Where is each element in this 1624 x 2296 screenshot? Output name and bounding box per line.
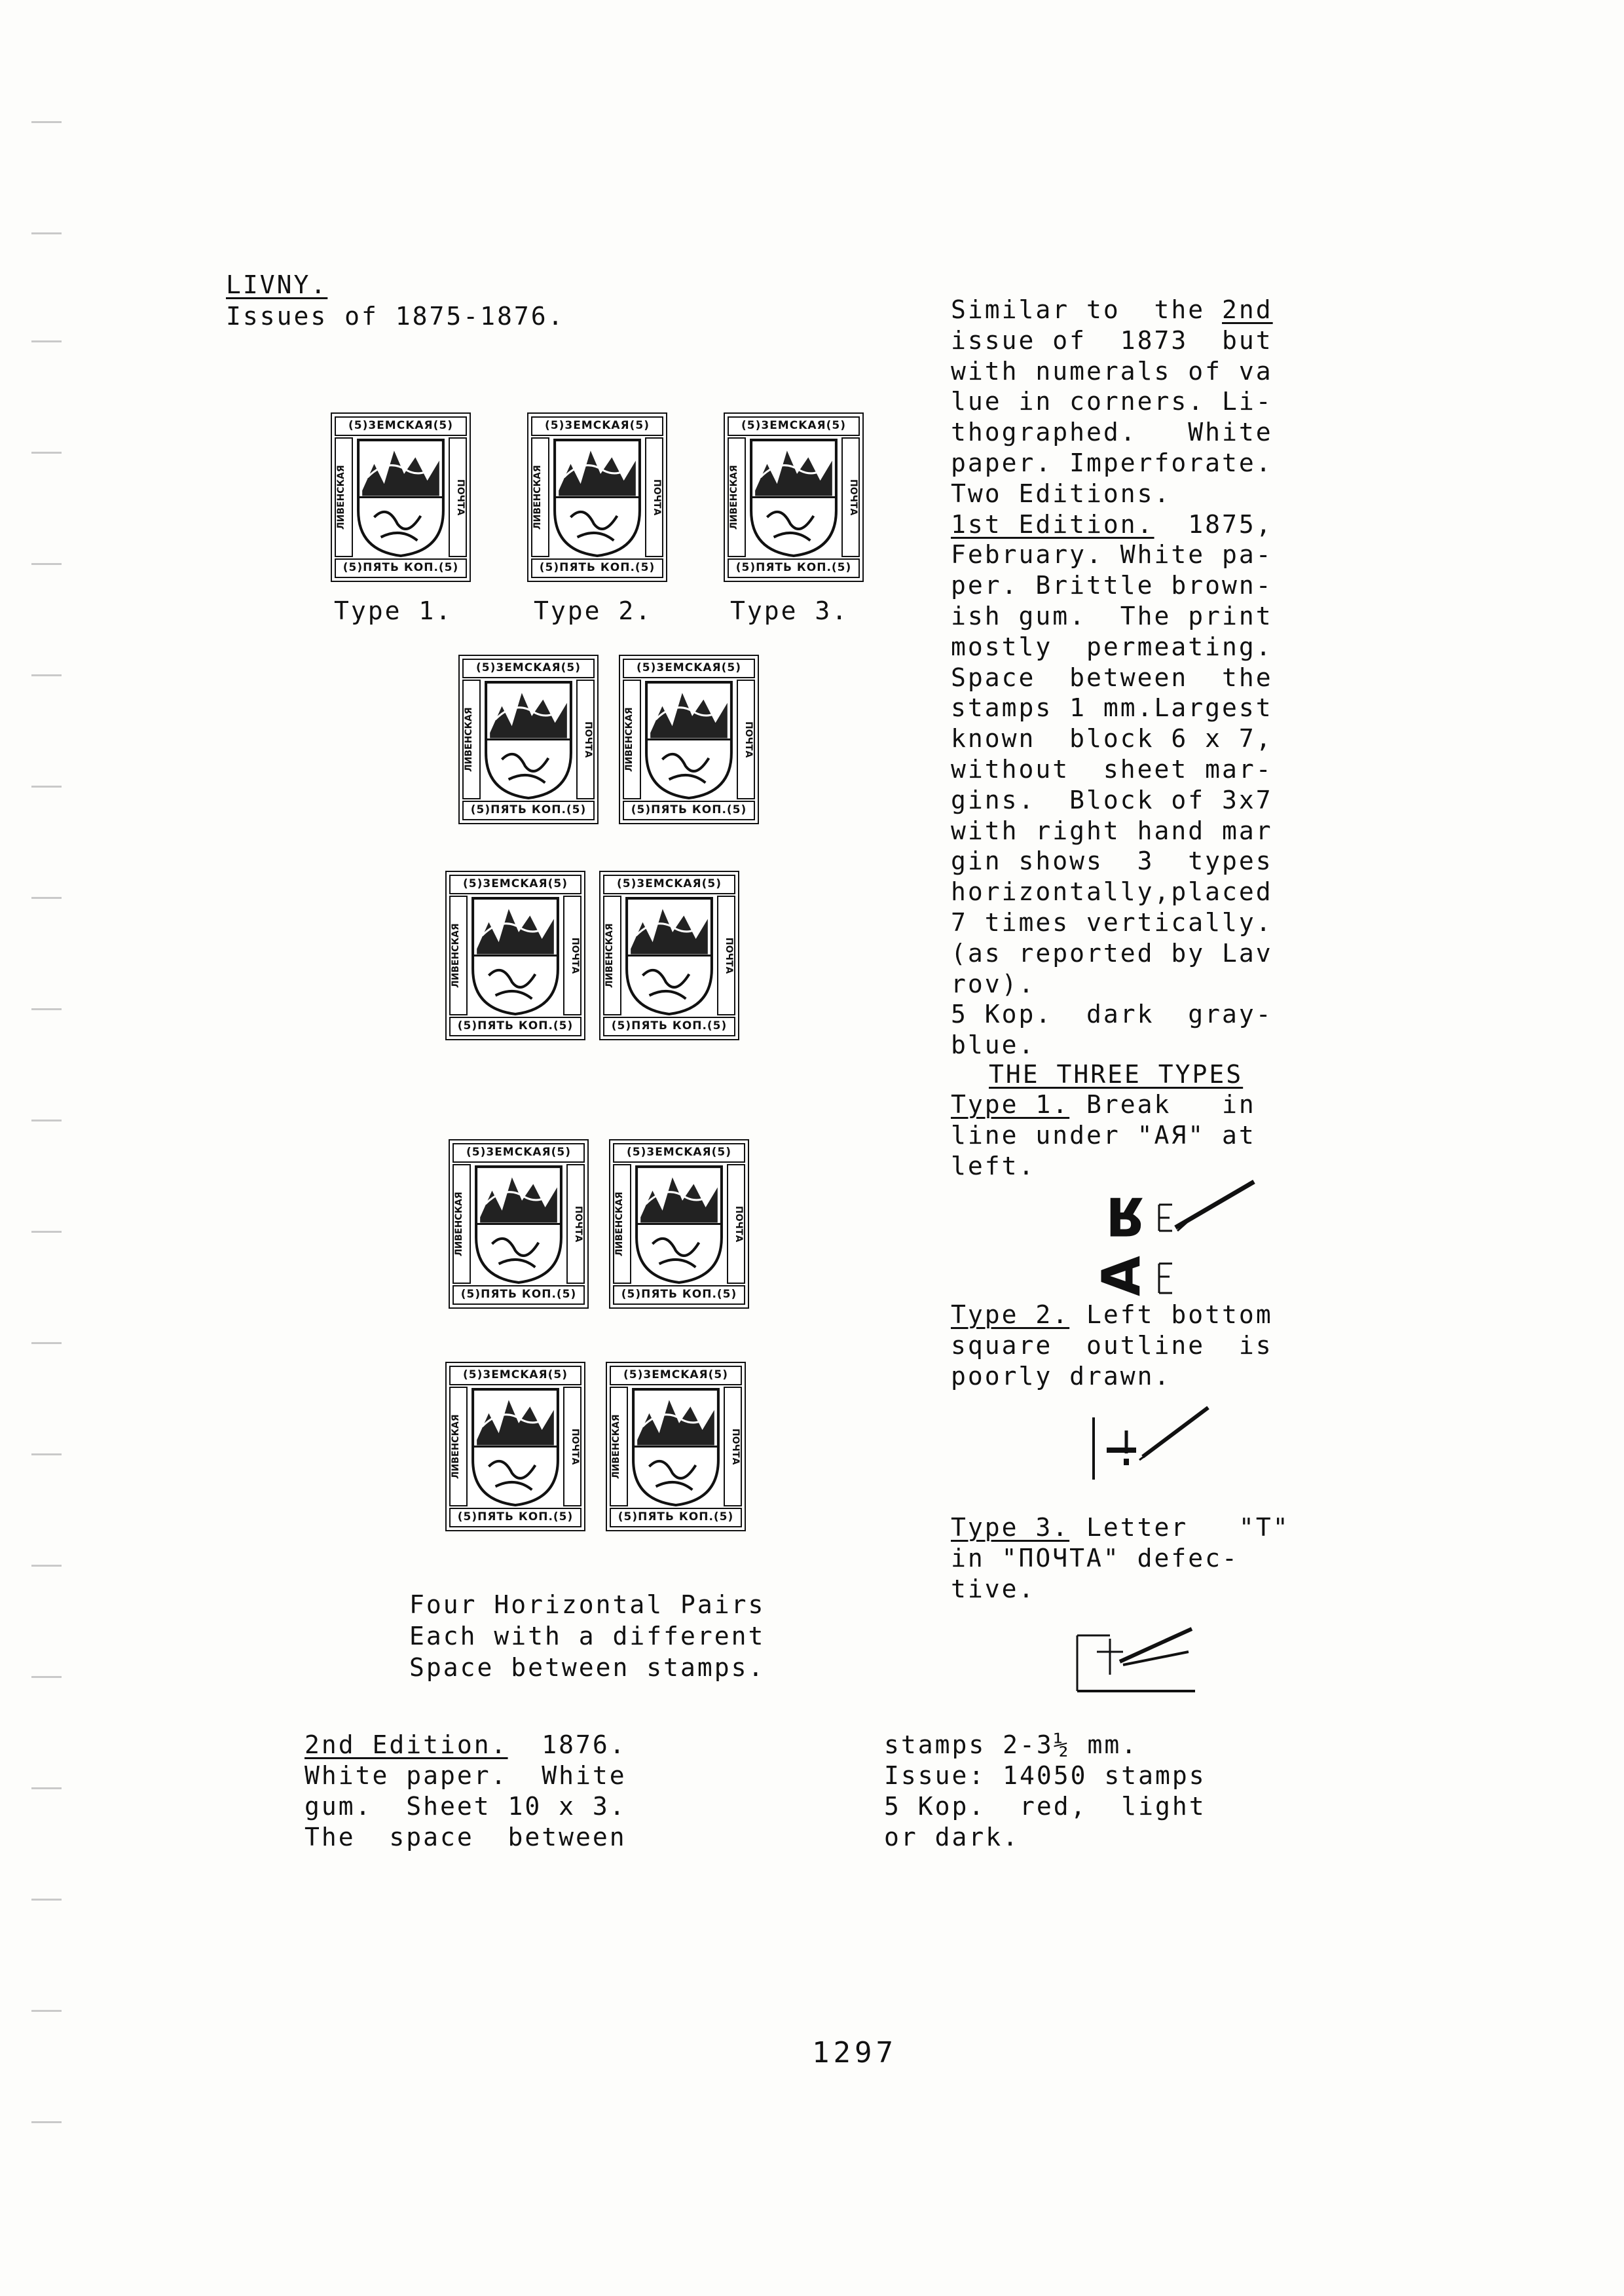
type-label-1: Type 1. <box>334 596 453 625</box>
stamp-top-text: (5)3EMCKAЯ(5) <box>728 416 860 436</box>
second-edition-cont-line: Issue: 14050 stamps <box>884 1761 1206 1790</box>
stamp-left-text: ЛИВЕНСКАЯ <box>452 1164 471 1284</box>
right-column-line: (as reported by Lav <box>951 938 1273 968</box>
right-column-line: thographed. White <box>951 418 1273 447</box>
second-edition-line: gum. Sheet 10 x 3. <box>304 1792 627 1821</box>
stamp-left-text: ЛИВЕНСКАЯ <box>613 1164 631 1284</box>
right-column-line: issue of 1873 but <box>951 325 1273 355</box>
stamp-left-text: ЛИВЕНСКАЯ <box>449 896 468 1015</box>
stamp <box>445 1362 585 1531</box>
stamp-left-text: ЛИВЕНСКАЯ <box>603 896 621 1015</box>
right-column-line: with right hand mar <box>951 816 1273 845</box>
coat-of-arms-icon <box>633 1164 726 1284</box>
stamp <box>609 1139 749 1309</box>
stamp-right-text: ПОЧТА <box>563 1387 581 1506</box>
coat-of-arms-icon <box>354 437 447 557</box>
pairs-caption-line: Four Horizontal Pairs <box>409 1590 766 1619</box>
stamp-top-text: (5)3EMCKAЯ(5) <box>623 659 755 678</box>
stamp-left-text: ЛИВЕНСКАЯ <box>728 437 746 557</box>
coat-of-arms-icon <box>472 1164 565 1284</box>
stamp-bottom-text: (5)ПЯТЬ КОП.(5) <box>449 1017 581 1036</box>
second-edition-cont-line: or dark. <box>884 1823 1020 1851</box>
stamp-right-text: ПОЧТА <box>717 896 735 1015</box>
stamp-left-text: ЛИВЕНСКАЯ <box>462 680 481 799</box>
type-label-2: Type 2. <box>534 596 653 625</box>
stamp-bottom-text: (5)ПЯТЬ КОП.(5) <box>462 801 595 820</box>
coat-of-arms-icon <box>551 437 644 557</box>
right-column-line: Two Editions. <box>951 479 1172 508</box>
coat-of-arms-icon <box>747 437 840 557</box>
stamp <box>331 412 471 582</box>
right-column-line: 5 Kop. dark gray- <box>951 1000 1273 1029</box>
pairs-caption-line: Space between stamps. <box>409 1653 766 1682</box>
right-column-line: lue in corners. Li- <box>951 387 1273 416</box>
svg-text:A: A <box>1091 1256 1152 1296</box>
type2-description: Type 2. Left bottom <box>951 1300 1273 1329</box>
page-number: 1297 <box>812 2036 897 2069</box>
coat-of-arms-icon <box>623 896 716 1015</box>
right-column-line: paper. Imperforate. <box>951 448 1273 477</box>
type2-description-line: poorly drawn. <box>951 1362 1172 1391</box>
right-column-line: gin shows 3 types <box>951 847 1273 876</box>
coat-of-arms-icon <box>482 680 575 799</box>
right-column-line: horizontally,placed <box>951 877 1273 907</box>
type3-detail-drawing <box>1074 1622 1205 1707</box>
stamp-top-text: (5)3EMCKAЯ(5) <box>462 659 595 678</box>
stamp <box>724 412 864 582</box>
type1-description: Type 1. Break in <box>951 1090 1256 1119</box>
svg-text:Я: Я <box>1105 1186 1146 1247</box>
three-types-heading: THE THREE TYPES <box>989 1060 1244 1089</box>
type1-detail-drawing <box>1080 1178 1264 1303</box>
stamp-bottom-text: (5)ПЯТЬ КОП.(5) <box>610 1508 742 1527</box>
right-column-line: 7 times vertically. <box>951 908 1273 937</box>
stamp-right-text: ПОЧТА <box>576 680 595 799</box>
right-column-line: stamps 1 mm.Largest <box>951 693 1273 723</box>
stamp <box>458 655 599 824</box>
stamp-bottom-text: (5)ПЯТЬ КОП.(5) <box>335 558 467 578</box>
stamp-bottom-text: (5)ПЯТЬ КОП.(5) <box>728 558 860 578</box>
stamp-top-text: (5)3EMCKAЯ(5) <box>603 875 735 894</box>
second-edition-heading: 2nd Edition. 1876. <box>304 1730 627 1759</box>
second-edition-cont-line: stamps 2-3½ mm. <box>884 1730 1139 1759</box>
stamp-bottom-text: (5)ПЯТЬ КОП.(5) <box>452 1285 585 1305</box>
stamp-left-text: ЛИВЕНСКАЯ <box>449 1387 468 1506</box>
second-edition-cont-line: 5 Kop. red, light <box>884 1792 1206 1821</box>
stamp-right-text: ПОЧТА <box>449 437 467 557</box>
stamp-right-text: ПОЧТА <box>645 437 663 557</box>
type-label-3: Type 3. <box>730 596 849 625</box>
right-column-line: with numerals of va <box>951 356 1273 386</box>
stamp-right-text: ПОЧТА <box>563 896 581 1015</box>
stamp-top-text: (5)3EMCKAЯ(5) <box>610 1366 742 1385</box>
right-column-line: mostly permeating. <box>951 632 1273 661</box>
right-column-line: Space between the <box>951 663 1273 692</box>
stamp-left-text: ЛИВЕНСКАЯ <box>531 437 549 557</box>
right-column-line: known block 6 x 7, <box>951 724 1273 754</box>
stamp <box>449 1139 589 1309</box>
stamp-bottom-text: (5)ПЯТЬ КОП.(5) <box>623 801 755 820</box>
stamp-top-text: (5)3EMCKAЯ(5) <box>449 1366 581 1385</box>
type3-description: Type 3. Letter "T" <box>951 1513 1290 1542</box>
stamp <box>527 412 667 582</box>
right-column-line: per. Brittle brown- <box>951 571 1273 600</box>
type3-description-line: in "ПОЧТА" defec- <box>951 1544 1239 1573</box>
right-column-line: Similar to the 2nd <box>951 295 1273 324</box>
stamp <box>445 871 585 1040</box>
coat-of-arms-icon <box>629 1387 722 1506</box>
stamp <box>619 655 759 824</box>
coat-of-arms-icon <box>469 896 562 1015</box>
type1-description-line: left. <box>951 1152 1036 1180</box>
stamp-top-text: (5)3EMCKAЯ(5) <box>335 416 467 436</box>
type2-description-line: square outline is <box>951 1331 1273 1360</box>
right-column-line: February. White pa- <box>951 540 1273 570</box>
type1-description-line: line under "AЯ" at <box>951 1121 1256 1150</box>
stamp-bottom-text: (5)ПЯТЬ КОП.(5) <box>613 1285 745 1305</box>
page-subtitle: Issues of 1875-1876. <box>226 302 565 331</box>
stamp-right-text: ПОЧТА <box>737 680 755 799</box>
stamp-left-text: ЛИВЕНСКАЯ <box>623 680 641 799</box>
stamp-bottom-text: (5)ПЯТЬ КОП.(5) <box>603 1017 735 1036</box>
stamp-right-text: ПОЧТА <box>724 1387 742 1506</box>
stamp-top-text: (5)3EMCKAЯ(5) <box>613 1143 745 1163</box>
coat-of-arms-icon <box>642 680 735 799</box>
stamp-top-text: (5)3EMCKAЯ(5) <box>449 875 581 894</box>
stamp-top-text: (5)3EMCKAЯ(5) <box>531 416 663 436</box>
coat-of-arms-icon <box>469 1387 562 1506</box>
stamp-bottom-text: (5)ПЯТЬ КОП.(5) <box>531 558 663 578</box>
right-column-line: rov). <box>951 969 1036 998</box>
pairs-caption-line: Each with a different <box>409 1622 766 1650</box>
stamp <box>599 871 739 1040</box>
right-column-line: without sheet mar- <box>951 755 1273 784</box>
page-title: LIVNY. <box>226 270 328 299</box>
stamp-right-text: ПОЧТА <box>727 1164 745 1284</box>
stamp-bottom-text: (5)ПЯТЬ КОП.(5) <box>449 1508 581 1527</box>
stamp-left-text: ЛИВЕНСКАЯ <box>335 437 353 557</box>
right-column-line: blue. <box>951 1030 1036 1060</box>
type2-detail-drawing <box>1087 1401 1257 1486</box>
stamp-left-text: ЛИВЕНСКАЯ <box>610 1387 628 1506</box>
stamp-top-text: (5)3EMCKAЯ(5) <box>452 1143 585 1163</box>
right-column-line: gins. Block of 3x7 <box>951 785 1273 814</box>
stamp-right-text: ПОЧТА <box>566 1164 585 1284</box>
right-column-line: ish gum. The print <box>951 602 1273 630</box>
stamp <box>606 1362 746 1531</box>
second-edition-line: White paper. White <box>304 1761 627 1790</box>
right-column-line: 1st Edition. 1875, <box>951 509 1273 539</box>
type3-description-line: tive. <box>951 1575 1036 1603</box>
stamp-right-text: ПОЧТА <box>841 437 860 557</box>
second-edition-line: The space between <box>304 1823 627 1851</box>
